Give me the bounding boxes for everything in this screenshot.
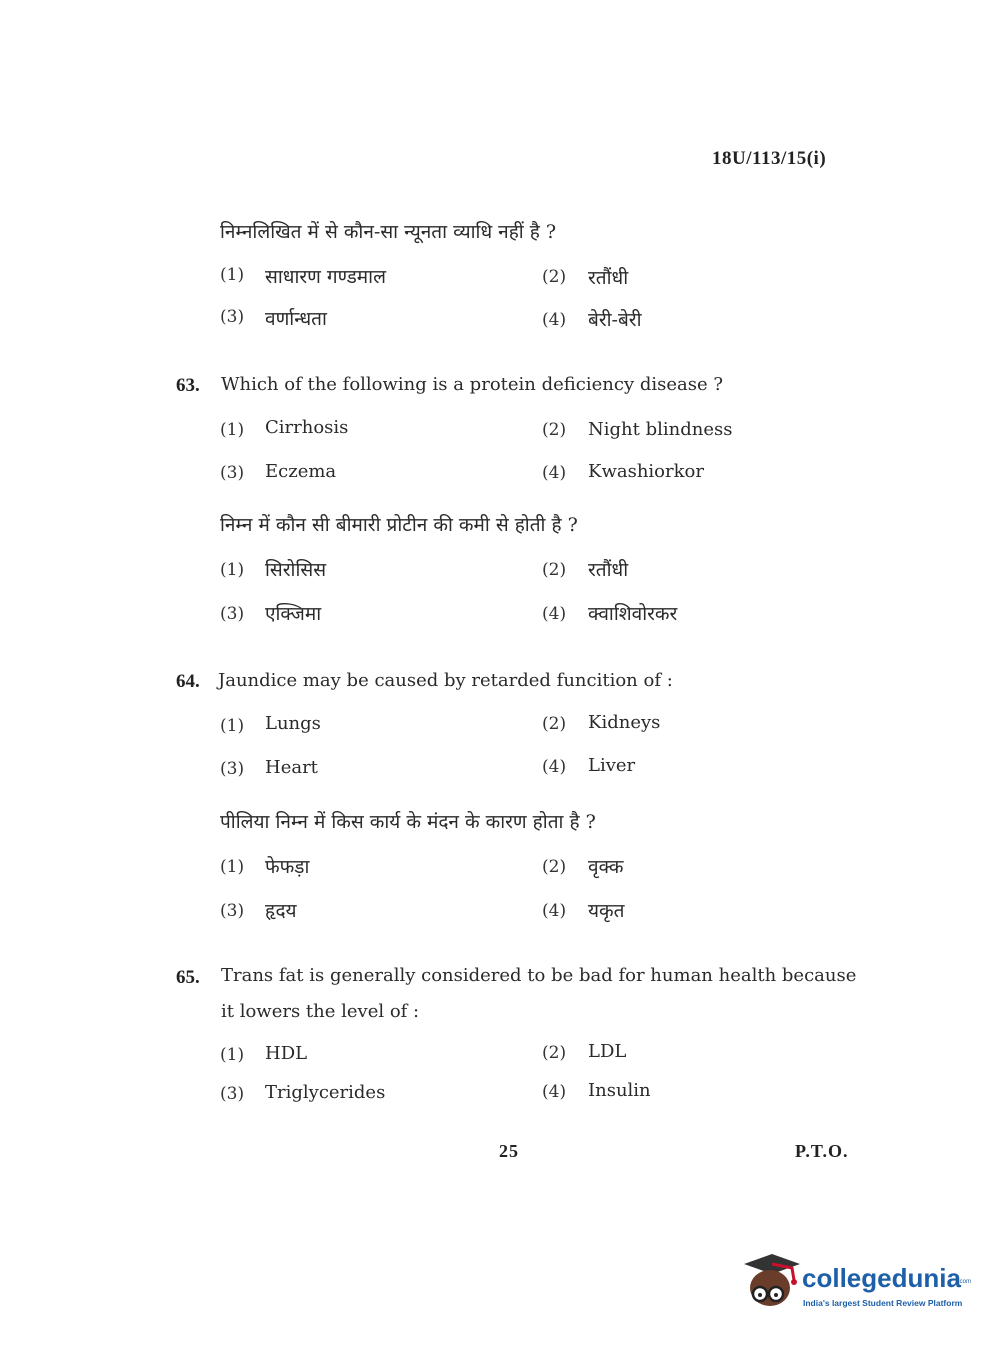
- q64-hindi-stem: पीलिया निम्न में किस कार्य के मंदन के कारण होता है ?: [220, 811, 596, 833]
- option-number: (3): [220, 463, 245, 483]
- option-text: Kidneys: [588, 712, 661, 733]
- option-text: रतौंधी: [588, 559, 629, 581]
- option-text: Insulin: [588, 1080, 651, 1101]
- option-text: Heart: [265, 757, 318, 778]
- option-text: एक्जिमा: [265, 603, 322, 625]
- q64-stem: Jaundice may be caused by retarded funcition of :: [218, 670, 673, 691]
- logo-tagline: India's largest Student Review Platform: [803, 1298, 963, 1308]
- option-text: LDL: [588, 1041, 627, 1062]
- option-text: Kwashiorkor: [588, 461, 704, 482]
- option-text: Triglycerides: [265, 1082, 386, 1103]
- option-text: वर्णान्धता: [265, 308, 327, 330]
- paper-code: 18U/113/15(i): [712, 148, 827, 169]
- option-number: (2): [542, 857, 567, 877]
- option-number: (3): [220, 1084, 245, 1104]
- option-number: (1): [220, 857, 245, 877]
- option-text: Eczema: [265, 461, 337, 482]
- option-number: (2): [542, 420, 567, 440]
- option-number: (4): [542, 1082, 567, 1102]
- option-number: (1): [220, 420, 245, 440]
- option-number: (1): [220, 265, 245, 285]
- option-number: (1): [220, 560, 245, 580]
- option-number: (1): [220, 1045, 245, 1065]
- option-text: यकृत: [588, 900, 625, 922]
- option-number: (3): [220, 307, 245, 327]
- logo-brand: collegedunia: [802, 1263, 961, 1293]
- option-text: साधारण गण्डमाल: [265, 266, 386, 288]
- option-number: (4): [542, 757, 567, 777]
- option-number: (2): [542, 714, 567, 734]
- option-number: (3): [220, 901, 245, 921]
- page-number: 25: [499, 1141, 519, 1161]
- option-text: Night blindness: [588, 419, 733, 440]
- option-number: (2): [542, 560, 567, 580]
- option-text: Cirrhosis: [265, 417, 349, 438]
- option-number: (2): [542, 1043, 567, 1063]
- option-number: (4): [542, 310, 567, 330]
- q63-hindi-stem: निम्न में कौन सी बीमारी प्रोटीन की कमी से होती है ?: [220, 514, 578, 536]
- q64-number: 64.: [176, 671, 200, 692]
- option-number: (2): [542, 267, 567, 287]
- q65-stem-line1: Trans fat is generally considered to be bad for human health because: [221, 965, 857, 986]
- option-text: बेरी-बेरी: [588, 309, 642, 331]
- option-text: HDL: [265, 1043, 308, 1064]
- option-text: Lungs: [265, 713, 321, 734]
- option-text: Liver: [588, 755, 636, 776]
- option-number: (1): [220, 716, 245, 736]
- q65-number: 65.: [176, 967, 200, 988]
- logo-suffix: .com: [958, 1279, 972, 1285]
- q63-stem: Which of the following is a protein deficiency disease ?: [221, 374, 724, 395]
- q63-number: 63.: [176, 375, 200, 396]
- option-text: वृक्क: [588, 856, 624, 878]
- option-text: हृदय: [265, 900, 297, 922]
- option-text: फेफड़ा: [265, 856, 310, 878]
- option-number: (3): [220, 759, 245, 779]
- option-text: सिरोसिस: [265, 559, 327, 581]
- q65-stem-line2: it lowers the level of :: [221, 1001, 420, 1022]
- option-number: (4): [542, 604, 567, 624]
- option-text: क्वाशिवोरकर: [588, 603, 678, 625]
- pto-label: P.T.O.: [795, 1141, 849, 1161]
- collegedunia-mascot-icon: [742, 1250, 802, 1310]
- option-text: रतौंधी: [588, 267, 629, 289]
- option-number: (4): [542, 463, 567, 483]
- q62-hindi-stem: निम्नलिखित में से कौन-सा न्यूनता व्याधि नहीं है ?: [220, 221, 557, 243]
- option-number: (4): [542, 901, 567, 921]
- option-number: (3): [220, 604, 245, 624]
